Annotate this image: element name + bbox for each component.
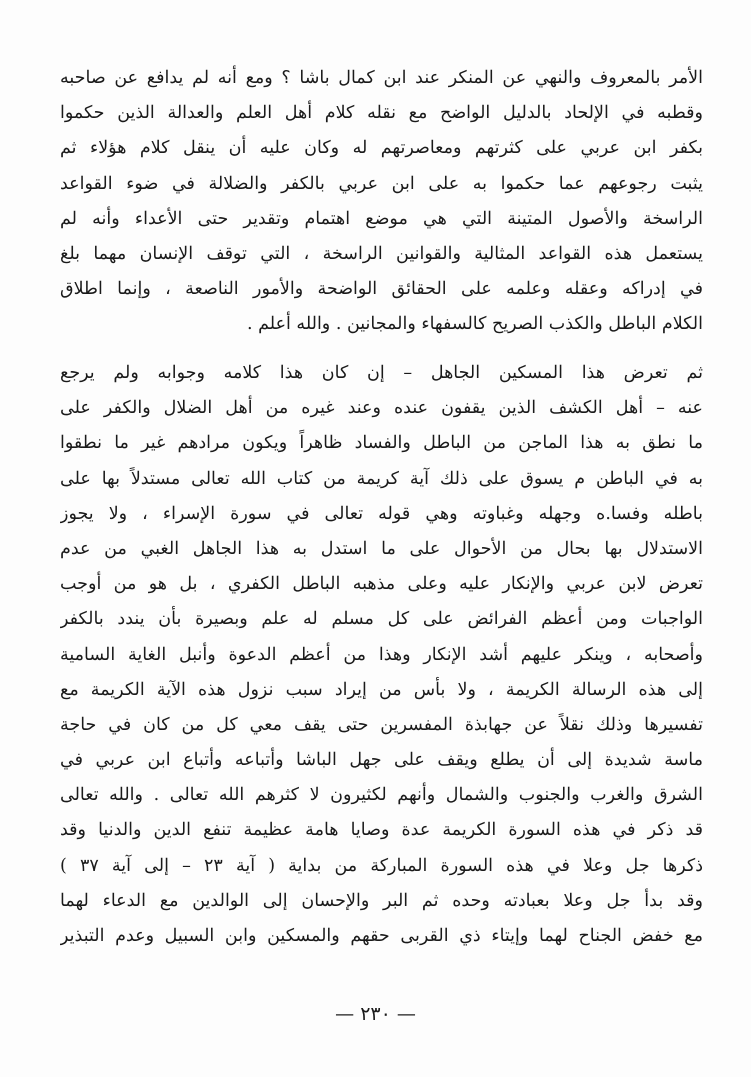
paragraph-line: الأمر بالمعروف والنهي عن المنكر عند ابن كمال باشا ؟ ومع أنه لم يدافع عن صاحبه (60, 68, 703, 88)
paragraph-line: تفسيرها وذلك نقلاً عن جهابذة المفسرين حتى يقف معي كل من كان في حاجة (60, 714, 703, 735)
paragraph-line: ما نطق به هذا الماجن من الباطل والفساد ظاهراً ويكون مرادهم غير ما نطقوا (60, 433, 703, 454)
page-number: — ٢٣٠ — (335, 1003, 416, 1025)
paragraph-line: إلى هذه الرسالة الكريمة ، ولا بأس من إيراد سبب نزول هذه الآية الكريمة مع (60, 679, 703, 700)
paragraph-line: باطله وفسا.ه وجهله وغباوته وهي قوله تعالى في سورة الإسراء ، ولا يجوز (60, 503, 703, 524)
paragraph-line: يستعمل هذه القواعد المثالية والقوانين الراسخة ، التي توقف الإنسان مهما بلغ (60, 243, 703, 264)
paragraph-line: تعرض لابن عربي والإنكار عليه وعلى مذهبه الباطل الكفري ، بل هو من أوجب (60, 574, 703, 595)
paragraph-2 (60, 356, 703, 954)
paragraph-line: الشرق والغرب والجنوب والشمال وأنهم لكثيرون لا كثرهم الله تعالى . والله تعالى (60, 785, 703, 806)
paragraph-line: وأصحابه ، وينكر عليهم أشد الإنكار وهذا من أعظم الدعوة وأنبل الغاية السامية (60, 644, 703, 665)
paragraph-line: ماسة شديدة إلى أن يطلع ويقف على جهل الباشا وأتباعه وأتباع ابن عربي في (60, 750, 703, 771)
paragraph-line: الواجبات ومن أعظم الفرائض على كل مسلم له علم وبصيرة بأن يندد بالكفر (60, 609, 703, 630)
paragraph-line: الراسخة والأصول المتينة التي هي موضع اهتمام وتقدير حتى الأعداء وأنه لم (60, 208, 703, 229)
paragraph-line: قد ذكر في هذه السورة الكريمة عدة وصايا هامة عظيمة تنفع الدين والدنيا وقد (60, 820, 703, 841)
paragraph-line: به في الباطن م يسوق على ذلك آية كريمة من كتاب الله تعالى مستدلاً بها على (60, 468, 703, 489)
paragraph-line: وقطبه في الإلحاد بالدليل الواضح مع نقله كلام أهل العلم والعدالة الذين حكموا (60, 103, 703, 124)
paragraph-line: ذكرها جل وعلا في هذه السورة المباركة من بداية ( آية ٢٣ – إلى آية ٣٧ ) (60, 855, 703, 876)
paragraph-line: عنه – أهل الكشف الذين يقفون عنده وعند غيره من أهل الضلال والكفر على (60, 398, 703, 419)
paragraph-line: الاستدلال بها بحال من الأحوال على ما استدل به هذا الجاهل الغبي من عدم (60, 538, 703, 559)
paragraph-line: يثبت رجوعهم عما حكموا به على ابن عربي بالكفر والضلالة في ضوء القواعد (60, 173, 703, 194)
paragraph-line: وقد بدأ جل وعلا بعبادته وحده ثم البر والإحسان إلى الوالدين مع الدعاء لهما (60, 890, 703, 911)
paragraph-1 (60, 61, 703, 343)
paragraph-line: الكلام الباطل والكذب الصريح كالسفهاء والمجانين . والله أعلم . (247, 314, 703, 335)
paragraph-line: بكفر ابن عربي على كثرتهم ومعاصرتهم له وكان عليه أن ينقل كلام هؤلاء ثم (60, 138, 703, 159)
paragraph-line: مع خفض الجناح لهما وإيتاء ذي القربى حقهم والمسكين وابن السبيل وعدم التبذير (60, 926, 703, 946)
paragraph-line: في إدراكه وعقله وعلمه على الحقائق الواضحة والأمور الناصعة ، وإنما اطلاق (60, 279, 703, 300)
paragraph-line: ثم تعرض هذا المسكين الجاهل – إن كان هذا كلامه وجوابه ولم يرجع (60, 363, 703, 383)
